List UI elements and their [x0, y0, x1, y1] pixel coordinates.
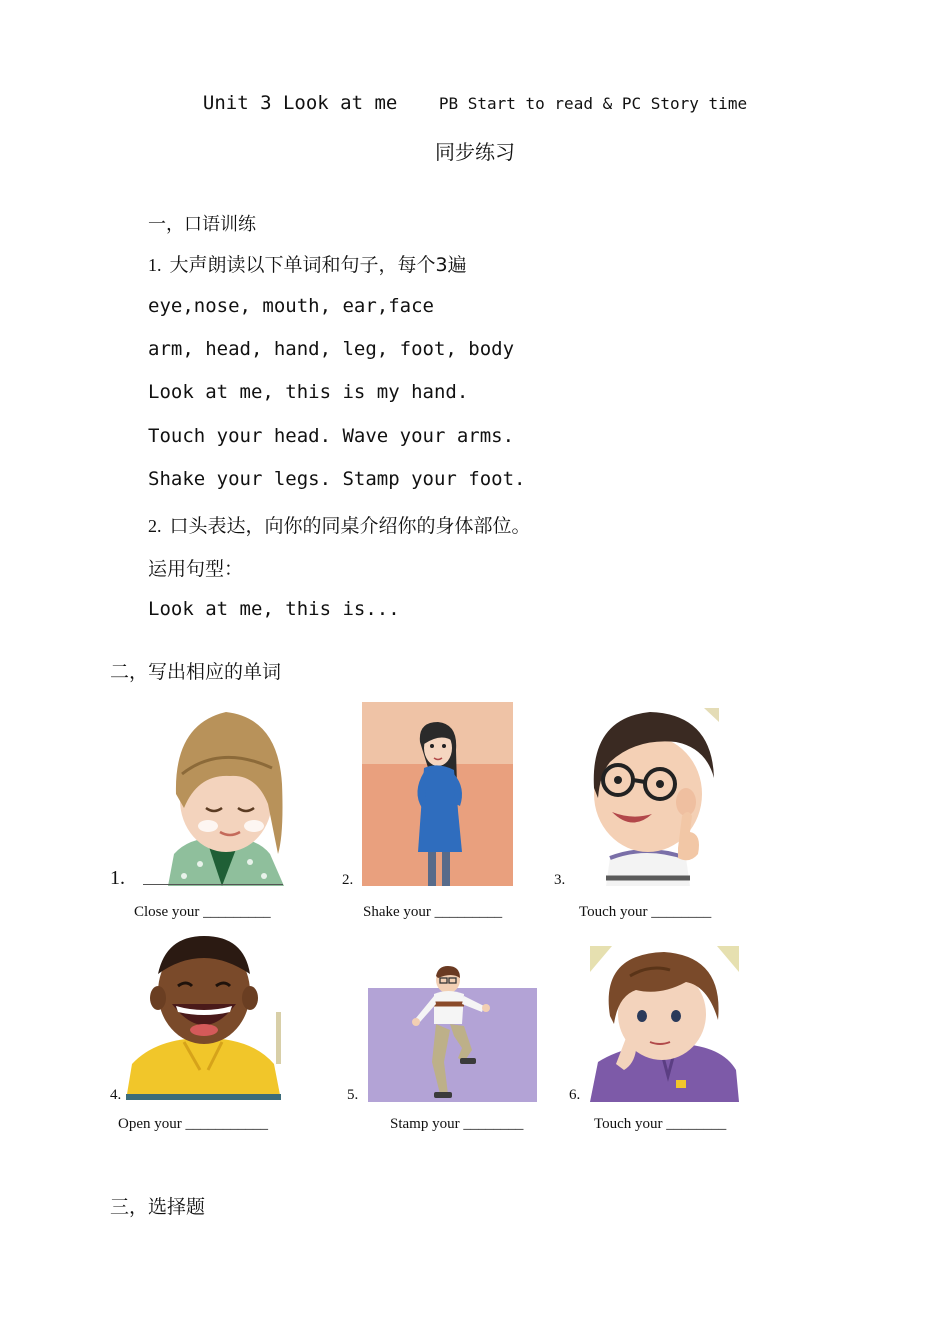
item-2-number: 2. — [342, 872, 354, 888]
item-5-number: 5. — [347, 1087, 359, 1103]
item-4-caption: Open your ___________ — [118, 1116, 268, 1132]
task2-instruction — [148, 511, 531, 538]
pattern-sentence: Look at me, this is... — [148, 598, 400, 620]
task2-number: 2. — [148, 516, 162, 536]
read-line-3: Look at me, this is my hand. — [148, 381, 469, 403]
item-6-number: 6. — [569, 1087, 581, 1103]
item-3-caption: Touch your ________ — [579, 904, 712, 920]
read-line-5: Shake your legs. Stamp your foot. — [148, 468, 526, 490]
item-4-number — [110, 1087, 121, 1104]
section3-heading: 三，选择题 — [110, 1196, 206, 1218]
pattern-label: 运用句型： — [148, 558, 244, 580]
item-5-caption: Stamp your ________ — [390, 1116, 524, 1132]
section2-heading: 二，写出相应的单词 — [110, 661, 282, 683]
task1-instruction — [148, 250, 467, 277]
title-main: Unit 3 Look at me — [202, 92, 398, 114]
section1-heading: 一，口语训练 — [148, 214, 256, 235]
boy-laughing-open-mouth-icon — [126, 934, 281, 1100]
read-line-4: Touch your head. Wave your arms. — [148, 425, 515, 447]
task1-number: 1. — [148, 255, 162, 275]
boy-touching-ear-icon — [586, 708, 719, 886]
read-line-1: eye,nose, mouth, ear,face — [148, 295, 434, 317]
page-subtitle: 同步练习 — [435, 140, 515, 164]
task2-text: 口头表达，向你的同桌介绍你的身体部位。 — [169, 515, 531, 537]
page-title — [0, 92, 950, 114]
girl-shaking-body-icon — [362, 702, 513, 886]
item-3-number: 3. — [554, 872, 566, 888]
title-sub: PB Start to read & PC Story time — [438, 94, 748, 113]
girl-closing-eyes-icon — [160, 704, 284, 886]
item-1-caption: Close your _________ — [134, 904, 271, 920]
boy-stamping-foot-icon — [368, 966, 537, 1102]
boy-touching-nose-icon — [590, 946, 739, 1102]
read-line-2: arm, head, hand, leg, foot, body — [148, 338, 515, 360]
item-1-number: 1. — [110, 867, 125, 889]
item-6-caption: Touch your ________ — [594, 1116, 727, 1132]
task1-text: 大声朗读以下单词和句子，每个3遍 — [169, 254, 467, 276]
item-2-caption: Shake your _________ — [363, 904, 503, 920]
item-1-answer-line — [143, 884, 283, 885]
item-4-number-text: 4. — [110, 1087, 122, 1103]
